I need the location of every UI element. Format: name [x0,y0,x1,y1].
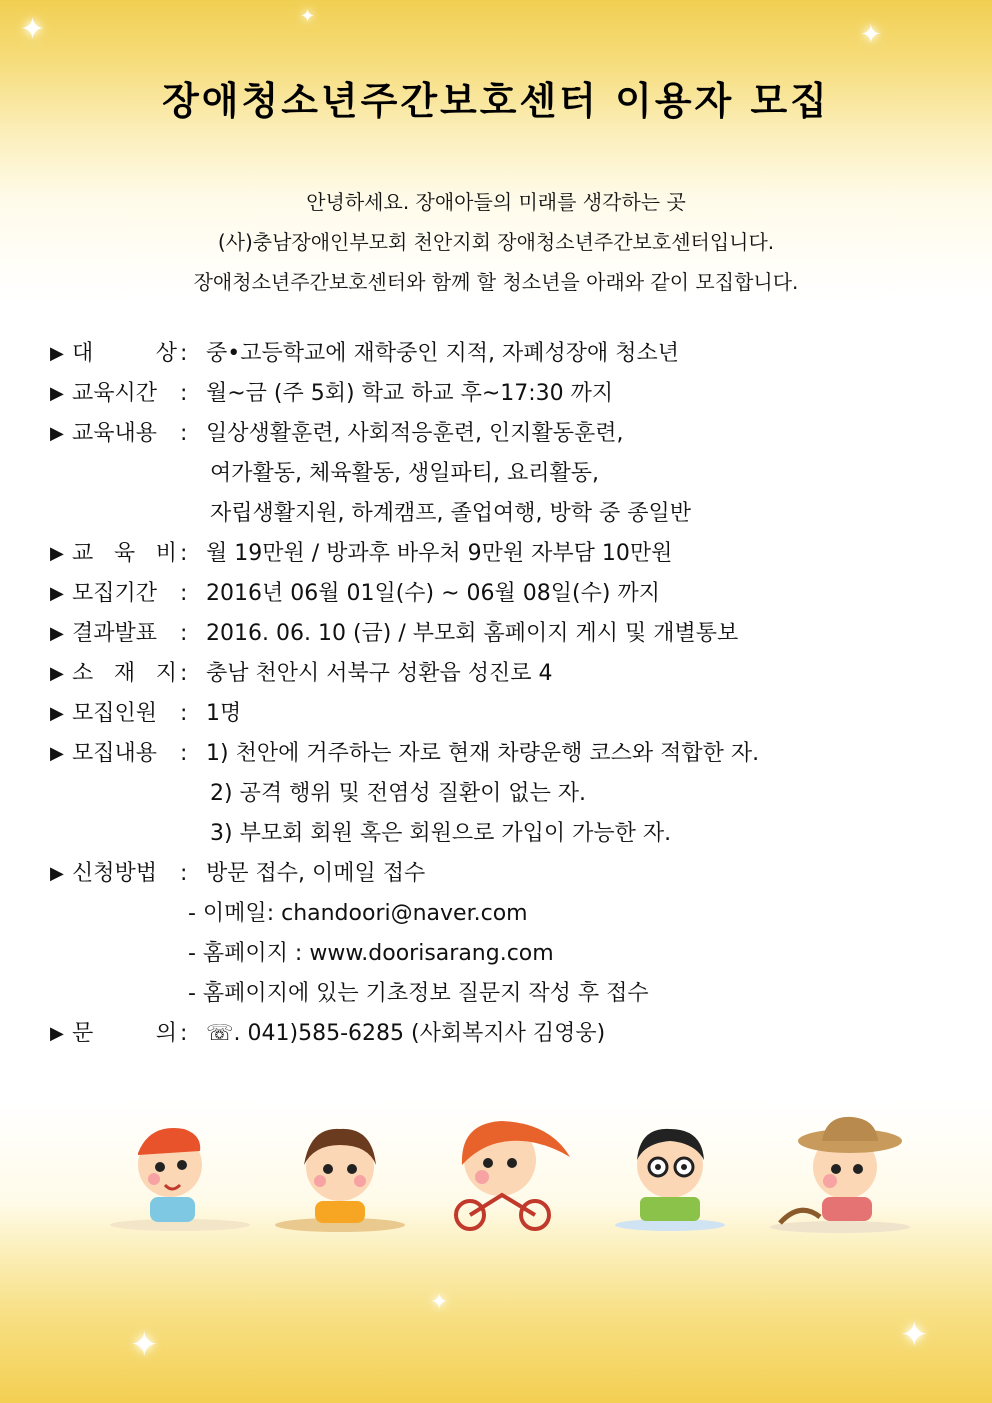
item-value: 2016. 06. 10 (금) / 부모회 홈페이지 게시 및 개별통보 [206,621,739,646]
apply-note-text: - 홈페이지에 있는 기초정보 질문지 작성 후 접수 [188,981,649,1006]
item-value: 월~금 (주 5회) 학교 하교 후~17:30 까지 [206,381,614,406]
item-period: ▶ 모집기간 : 2016년 06월 01일(수) ~ 06월 08일(수) 까지 [50,574,970,614]
item-label: 대 상 [72,341,177,366]
intro-line: 안녕하세요. 장애아들의 미래를 생각하는 곳 [306,190,686,214]
kid-illustration [615,1129,725,1231]
sparkle-icon: ✦ [900,1315,929,1355]
kid-illustration [770,1117,910,1233]
item-hours: ▶ 교육시간 : 월~금 (주 5회) 학교 하교 후~17:30 까지 [50,374,970,414]
intro-line: (사)충남장애인부모회 천안지회 장애청소년주간보호센터입니다. [217,230,775,254]
info-list [50,334,970,1054]
item-label: 신청방법 [72,861,158,886]
item-value: 1명 [206,701,242,726]
apply-email [50,894,970,934]
apply-note [50,974,970,1014]
item-value: 여가활동, 체육활동, 생일파티, 요리활동, [210,461,599,486]
item-target: ▶ 대 상 : 중•고등학교에 재학중인 지적, 자폐성장애 청소년 [50,334,970,374]
item-value: 방문 접수, 이메일 접수 [206,861,426,886]
item-value: 월 19만원 / 방과후 바우처 9만원 자부담 10만원 [206,541,673,566]
item-value: 충남 천안시 서북구 성환읍 성진로 4 [206,661,553,686]
item-content-cont [50,454,970,494]
item-value: 중•고등학교에 재학중인 지적, 자폐성장애 청소년 [206,341,679,366]
arrow-marker: ▶ [50,863,64,884]
item-value: 일상생활훈련, 사회적응훈련, 인지활동훈련, [206,421,624,446]
arrow-marker: ▶ [50,703,64,724]
item-contact: ▶ 문 의 : ☏. 041)585-6285 (사회복지사 김영웅) [50,1014,970,1054]
apply-homepage [50,934,970,974]
item-value: 2) 공격 행위 및 전염성 질환이 없는 자. [210,781,587,806]
item-requirements-cont [50,814,970,854]
item-label: 모집내용 [72,741,158,766]
item-fee: ▶ 교 육 비 : 월 19만원 / 방과후 바우처 9만원 자부담 10만원 [50,534,970,574]
kid-illustration [275,1129,405,1232]
intro-line: 장애청소년주간보호센터와 함께 할 청소년을 아래와 같이 모집합니다. [193,270,799,294]
arrow-marker: ▶ [50,423,64,444]
item-label: 문 의 [72,1021,177,1046]
arrow-marker: ▶ [50,583,64,604]
email-text: - 이메일: chandoori@naver.com [188,901,528,926]
item-value: 2016년 06월 01일(수) ~ 06월 08일(수) 까지 [206,581,660,606]
homepage-text: - 홈페이지 : www.doorisarang.com [188,941,554,966]
children-illustration [110,1105,930,1235]
sparkle-icon: ✦ [860,20,882,50]
item-requirements-cont [50,774,970,814]
sparkle-icon: ✦ [20,12,46,47]
item-content: ▶ 교육내용 : 일상생활훈련, 사회적응훈련, 인지활동훈련, [50,414,970,454]
kid-illustration [456,1121,570,1229]
sparkle-icon: ✦ [130,1325,159,1365]
sparkle-icon: ✦ [430,1290,449,1315]
arrow-marker: ▶ [50,343,64,364]
item-value: 자립생활지원, 하계캠프, 졸업여행, 방학 중 종일반 [210,501,691,526]
arrow-marker: ▶ [50,543,64,564]
item-location: ▶ 소 재 지 : 충남 천안시 서북구 성환읍 성진로 4 [50,654,970,694]
page-title: 장애청소년주간보호센터 이용자 모집 [162,79,830,123]
item-label: 모집인원 [72,701,158,726]
item-label: 교육시간 [72,381,158,406]
item-value: 1) 천안에 거주하는 자로 현재 차량운행 코스와 적합한 자. [206,741,760,766]
sparkle-icon: ✦ [300,6,316,27]
item-content-cont [50,494,970,534]
item-requirements: ▶ 모집내용 : 1) 천안에 거주하는 자로 현재 차량운행 코스와 적합한 자. [50,734,970,774]
arrow-marker: ▶ [50,1023,64,1044]
item-label: 교육내용 [72,421,158,446]
arrow-marker: ▶ [50,743,64,764]
item-value: 3) 부모회 회원 혹은 회원으로 가입이 가능한 자. [210,821,672,846]
item-value: ☏. 041)585-6285 (사회복지사 김영웅) [206,1021,606,1046]
item-label: 결과발표 [72,621,158,646]
item-result: ▶ 결과발표 : 2016. 06. 10 (금) / 부모회 홈페이지 게시 및 개별통보 [50,614,970,654]
arrow-marker: ▶ [50,383,64,404]
item-apply: ▶ 신청방법 : 방문 접수, 이메일 접수 [50,854,970,894]
item-label: 모집기간 [72,581,158,606]
intro-text [0,182,992,302]
item-label: 소 재 지 [72,661,177,686]
item-count: ▶ 모집인원 : 1명 [50,694,970,734]
kid-illustration [110,1128,250,1231]
arrow-marker: ▶ [50,663,64,684]
arrow-marker: ▶ [50,623,64,644]
item-label: 교 육 비 [72,541,177,566]
